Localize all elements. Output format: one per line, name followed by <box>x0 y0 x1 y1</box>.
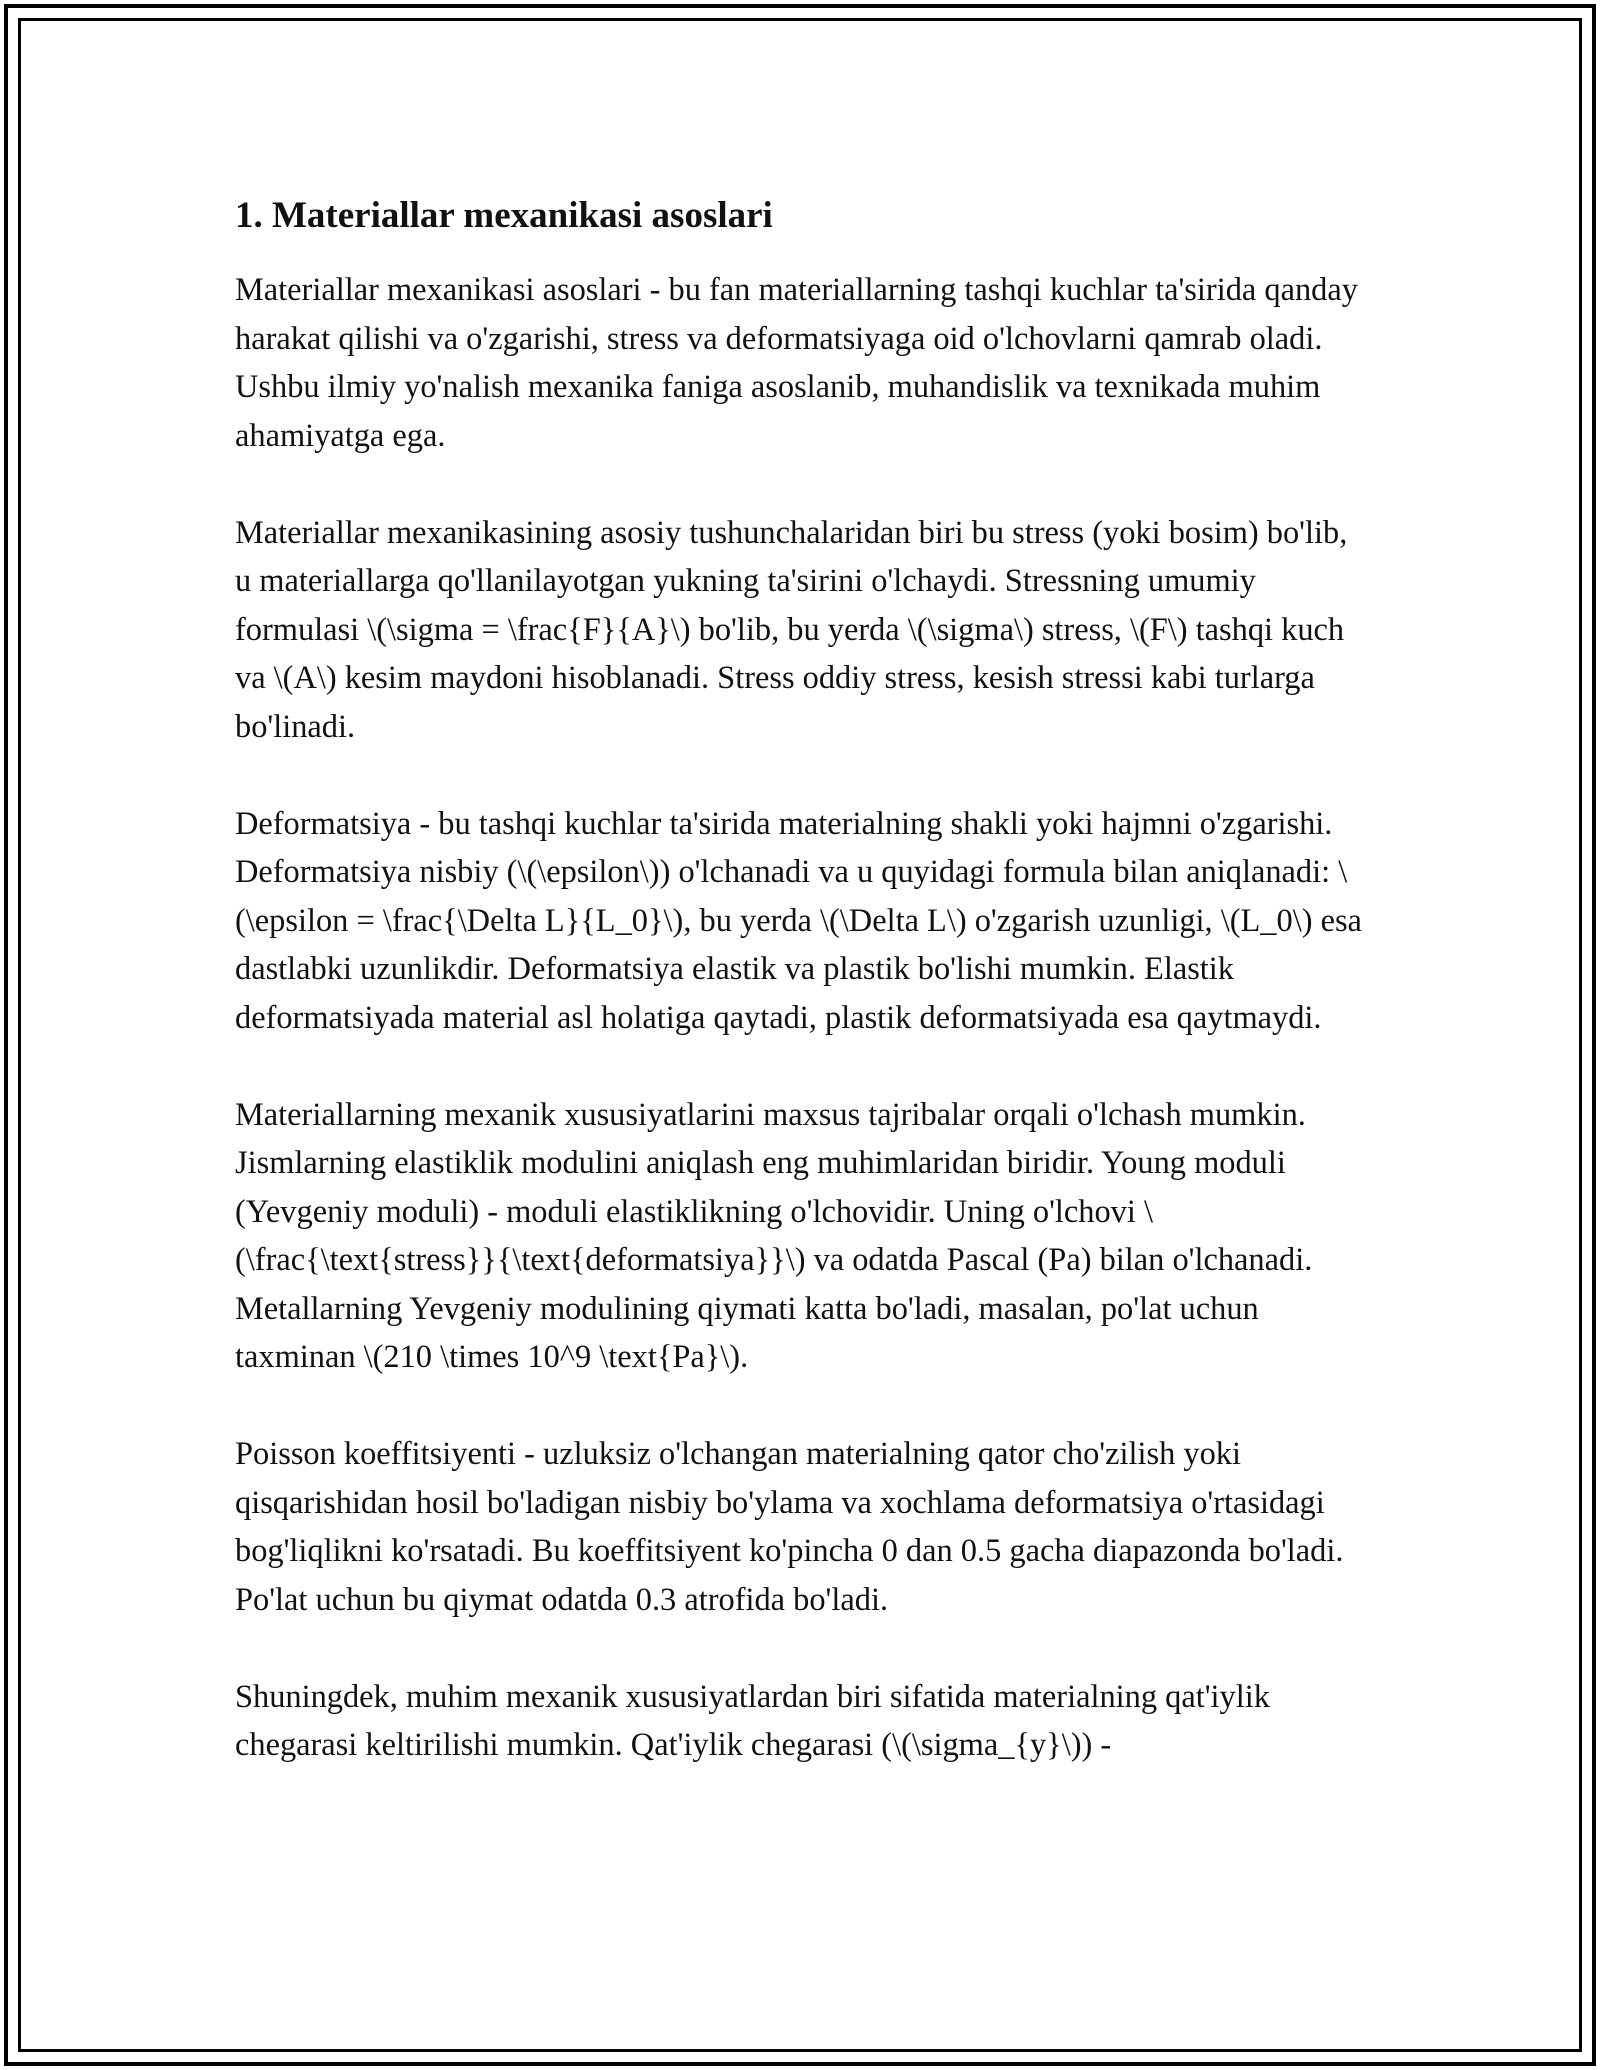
paragraph-young-modulus: Materiallarning mexanik xususiyatlarini maxsus tajribalar orqali o'lchash mumkin. Jismlarning elastiklik modulini aniqlash eng muhimlaridan biridir. Young moduli (Yevgeniy moduli) - moduli elastiklikning o'lchovidir. Uning o'lchovi \(\frac{\text{stress}}{\text{deformatsiya}}\) va odatda Pascal (Pa) bilan o'lchanadi. Metallarning Yevgeniy modulining qiymati katta bo'ladi, masalan, po'lat uchun taxminan \(210 \times 10^9 \text{Pa}\). <box>235 1096 1313 1376</box>
paragraph-poisson: Poisson koeffitsiyenti - uzluksiz o'lchangan materialning qator cho'zilish yoki qisqarishidan hosil bo'ladigan nisbiy bo'ylama va xochlama deformatsiya o'rtasidagi bog'liqlikni ko'rsatadi. Bu koeffitsiyent ko'pincha 0 dan 0.5 gacha diapazonda bo'ladi. Po'lat uchun bu qiymat odatda 0.3 atrofida bo'ladi. <box>235 1436 1344 1618</box>
paragraph-deformation: Deformatsiya - bu tashqi kuchlar ta'sirida materialning shakli yoki hajmni o'zgarishi. Deformatsiya nisbiy (\(\epsilon\)) o'lchanadi va u quyidagi formula bilan aniqlanadi: \(\epsilon = \frac{\Delta L}{L_0}\), bu yerda \(\Delta L\) o'zgarish uzunligi, \(L_0\) esa dastlabki uzunlikdir. Deformatsiya elastik va plastik bo'lishi mumkin. Elastik deformatsiyada material asl holatiga qaytadi, plastik deformatsiyada esa qaytmaydi. <box>235 805 1362 1036</box>
paragraph-intro: Materiallar mexanikasi asoslari - bu fan materiallarning tashqi kuchlar ta'sirida qanday harakat qilishi va o'zgarishi, stress va deformatsiyaga oid o'lchovlarni qamrab oladi. Ushbu ilmiy yo'nalish mexanika faniga asoslanib, muhandislik va texnikada muhim ahamiyatga ega. <box>235 272 1358 454</box>
paragraph-yield-strength: Shuningdek, muhim mexanik xususiyatlardan biri sifatida materialning qat'iylik chegarasi keltirilishi mumkin. Qat'iylik chegarasi (\(\sigma_{y}\)) - <box>235 1678 1270 1764</box>
document-body <box>235 180 1365 1818</box>
paragraph-stress: Materiallar mexanikasining asosiy tushunchalaridan biri bu stress (yoki bosim) bo'lib, u materiallarga qo'llanilayotgan yukning ta'sirini o'lchaydi. Stressning umumiy formulasi \(\sigma = \frac{F}{A}\) bo'lib, bu yerda \(\sigma\) stress, \(F\) tashqi kuch va \(A\) kesim maydoni hisoblanadi. Stress oddiy stress, kesish stressi kabi turlarga bo'linadi. <box>235 514 1348 745</box>
section-heading: 1. Materiallar mexanikasi asoslari <box>235 195 773 236</box>
